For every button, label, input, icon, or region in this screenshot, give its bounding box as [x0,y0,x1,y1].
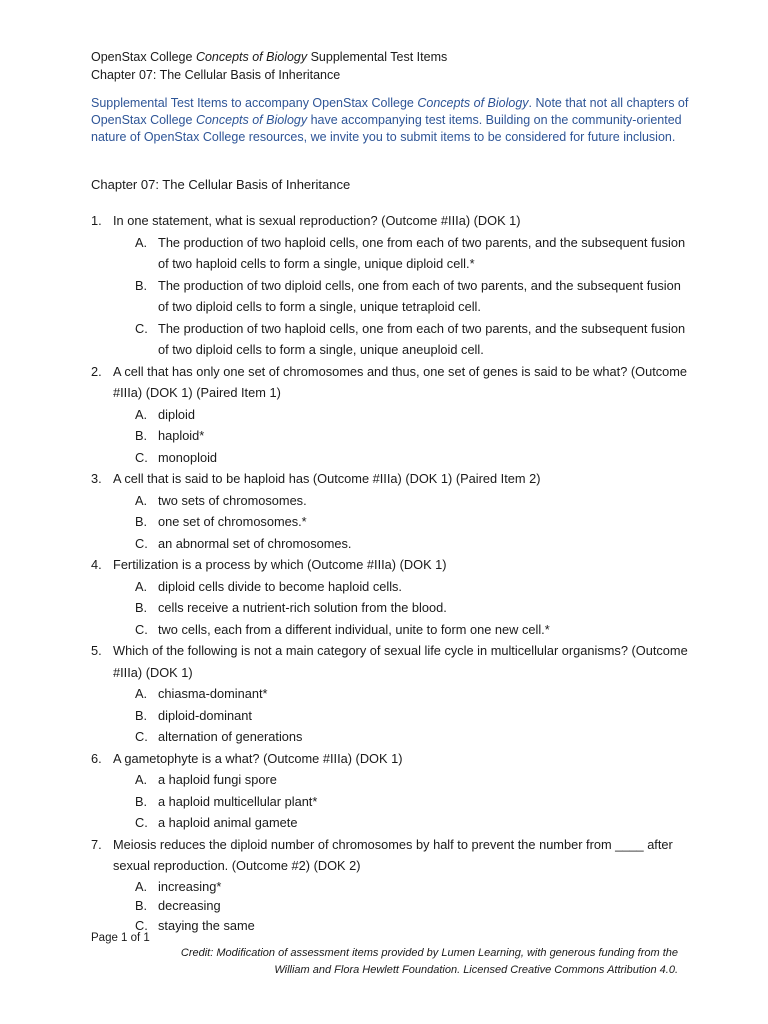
answer-option: B. The production of two diploid cells, one from each of two parents, and the subsequent fusion of two diploid cells to form a single, unique tetraploid cell. [135,277,681,314]
question-text: Fertilization is a process by which (Outcome #IIIa) (DOK 1) [113,557,447,572]
answer-options [113,769,691,834]
question-3 [91,468,691,554]
question-number: 2. [91,363,102,379]
answer-option: A. diploid [135,406,195,422]
question-number: 1. [91,213,102,228]
credit-note: Credit: Modification of assessment items provided by Lumen Learning, with generous funding from the William and Flora Hewlett Foundation. Licensed Creative Commons Attribution 4.0. [180,947,678,976]
answer-option: A. two sets of chromosomes. [135,492,307,508]
answer-option: C. monoploid [135,449,218,465]
answer-option: C. an abnormal set of chromosomes. [135,535,352,551]
answer-option: B. one set of chromosomes.* [135,514,307,529]
question-7 [91,834,691,936]
answer-options [113,683,691,748]
question-number: 7. [91,836,102,852]
question-number: 6. [91,750,102,766]
answer-option: C. The production of two haploid cells, one from each of two parents, and the subsequent fusion of two diploid cells to form a single, unique aneuploid cell. [135,320,686,357]
answer-option: B. cells receive a nutrient-rich solution from the blood. [135,600,447,615]
answer-option: A. chiasma-dominant* [135,686,268,701]
question-2 [91,361,691,469]
answer-option: C. staying the same [135,917,255,933]
answer-option: A. increasing* [135,878,222,894]
answer-option: C. alternation of generations [135,729,303,744]
intro-paragraph: Supplemental Test Items to accompany OpenStax College Concepts of Biology. Note that not all chapters of OpenStax College Concepts of Biology have accompanying test items. Building on the community-oriented nature of OpenStax College resources, we invite you to submit items to be considered for future inclusion. [91,96,689,144]
document-header [91,48,447,84]
answer-options [113,576,691,641]
answer-option: C. two cells, each from a different individual, unite to form one new cell.* [135,621,550,637]
answer-options [113,877,691,936]
answer-option: B. diploid-dominant [135,707,252,723]
header-line-2: Chapter 07: The Cellular Basis of Inheritance [91,68,341,82]
answer-option: A. diploid cells divide to become haploid cells. [135,578,402,594]
header-line-1: OpenStax College Concepts of Biology Supplemental Test Items [91,50,448,64]
question-text: Meiosis reduces the diploid number of chromosomes by half to prevent the number from ____ after sexual reproduction. (Outcome #2) (DOK 2) [113,836,673,873]
question-number: 5. [91,643,102,658]
question-1 [91,210,691,361]
answer-option: B. a haploid multicellular plant* [135,793,318,809]
question-text: Which of the following is not a main category of sexual life cycle in multicellular organisms? (Outcome #IIIa) (DOK 1) [113,643,688,680]
header-book-title: Concepts of Biology [195,50,308,64]
question-text: A gametophyte is a what? (Outcome #IIIa) (DOK 1) [113,750,403,766]
answer-option: A. The production of two haploid cells, one from each of two parents, and the subsequent fusion of two haploid cells to form a single, unique diploid cell.* [135,234,686,271]
answer-options [113,490,691,555]
page-number: Page 1 of 1 [91,932,150,944]
question-5 [91,640,691,748]
question-6 [91,748,691,834]
answer-options [113,404,691,469]
question-list [91,210,691,935]
chapter-heading: Chapter 07: The Cellular Basis of Inheritance [91,177,351,192]
answer-option: B. decreasing [135,898,221,913]
answer-option: C. a haploid animal gamete [135,815,298,830]
question-text: In one statement, what is sexual reproduction? (Outcome #IIIa) (DOK 1) [113,213,521,228]
answer-option: B. haploid* [135,428,205,443]
question-text: A cell that is said to be haploid has (Outcome #IIIa) (DOK 1) (Paired Item 2) [113,471,541,486]
answer-option: A. a haploid fungi spore [135,772,277,787]
question-4 [91,554,691,640]
question-number: 3. [91,471,102,486]
answer-options [113,232,691,361]
question-text: A cell that has only one set of chromosomes and thus, one set of genes is said to be what? (Outcome #IIIa) (DOK 1) (Paired Item 1) [113,363,688,400]
question-number: 4. [91,557,102,572]
